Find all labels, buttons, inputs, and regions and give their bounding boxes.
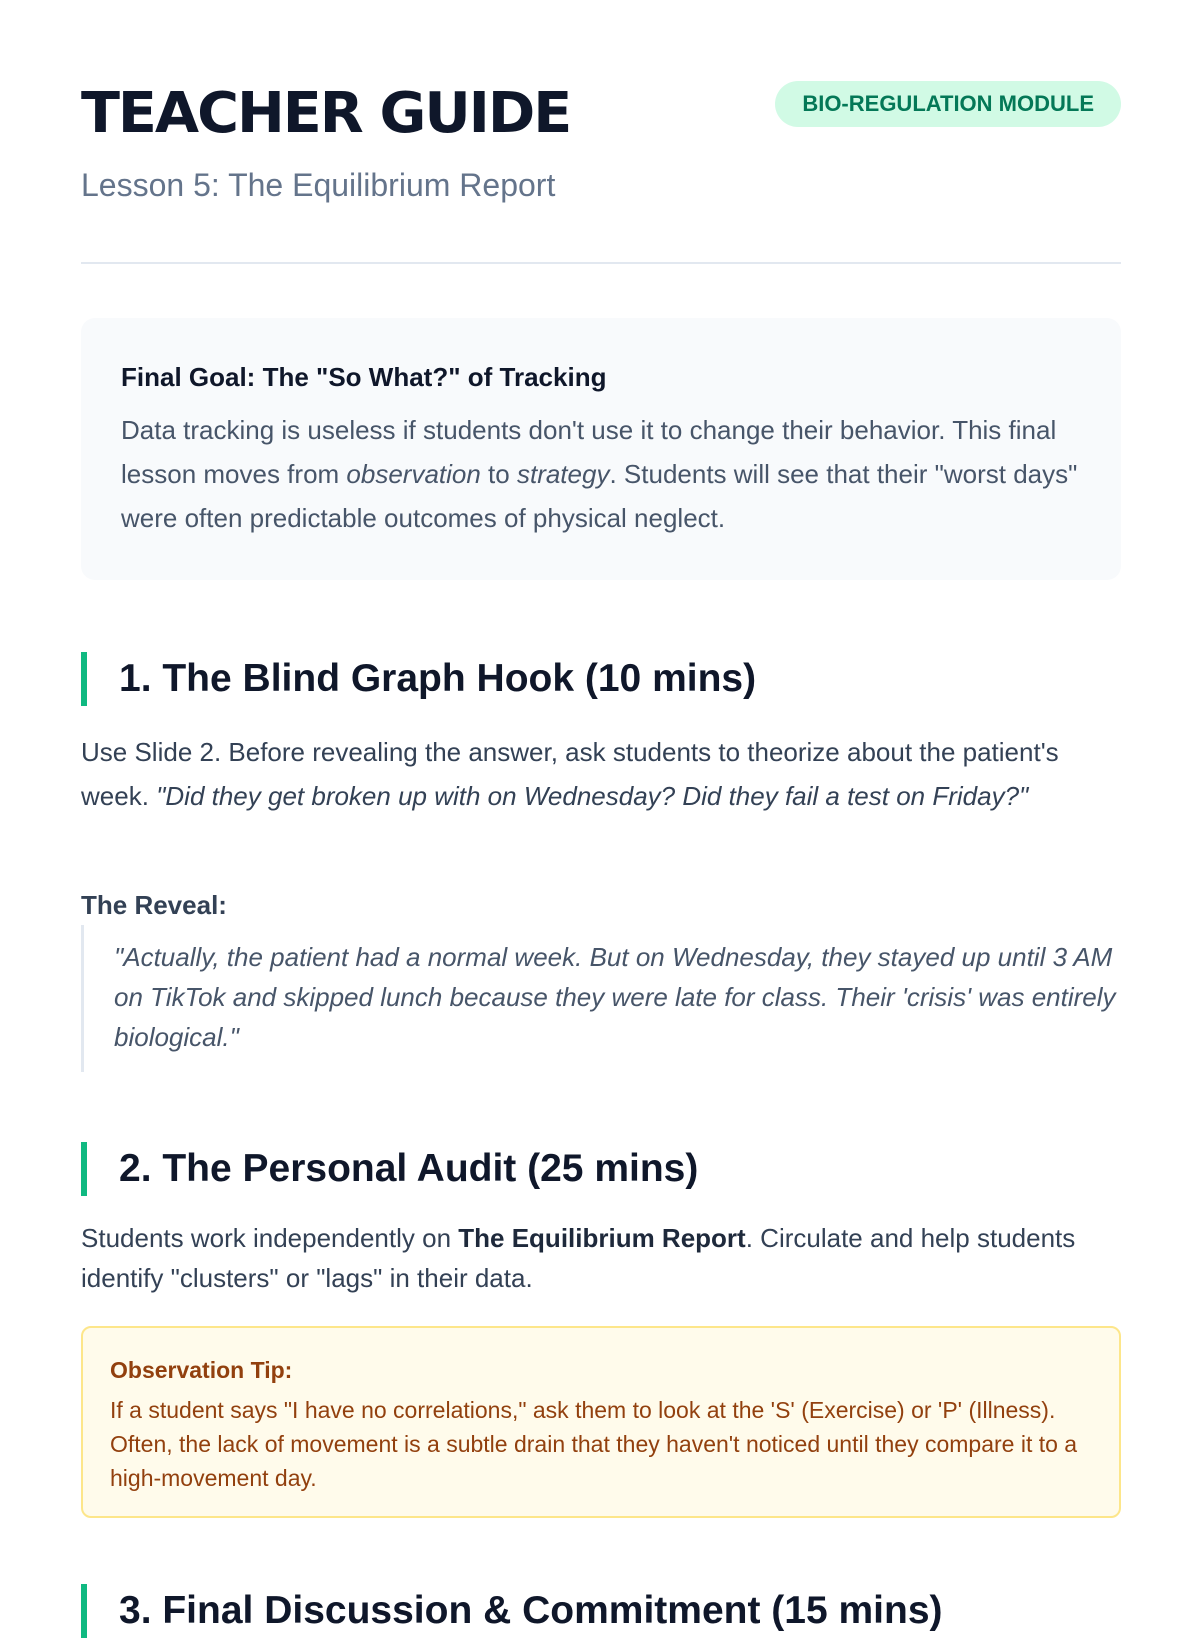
section-2-title: 2. The Personal Audit (25 mins) [119, 1147, 699, 1190]
guide-content [81, 0, 1121, 1632]
reveal-label: The Reveal: [81, 890, 227, 920]
page-title: TEACHER GUIDE [81, 81, 571, 146]
section-1-heading [81, 652, 756, 706]
module-badge: BIO-REGULATION MODULE [775, 81, 1121, 127]
final-goal-title: Final Goal: The "So What?" of Tracking [121, 362, 607, 392]
section-1-quote: "Did they get broken up with on Wednesday? Did they fail a test on Friday?" [156, 781, 1029, 811]
reveal-blockquote [81, 925, 1121, 1072]
section-3-title: 3. Final Discussion & Commitment (15 mins) [119, 1589, 943, 1632]
section-1-title: 1. The Blind Graph Hook (10 mins) [119, 657, 757, 700]
observation-tip-box [81, 1326, 1121, 1518]
section-1-body: Use Slide 2. Before revealing the answer, ask students to theorize about the patient's week. [81, 737, 1059, 811]
goal-text-mid: to [480, 459, 517, 489]
final-goal-text [121, 408, 1081, 540]
section-2-body-end: . Circulate and help students identify "clusters" or "lags" in their data. [81, 1223, 1076, 1293]
section-2-bold-title: The Equilibrium Report [458, 1223, 746, 1253]
goal-text-end: . Students will see that their "worst days" were often predictable outcomes of physical neglect. [121, 459, 1078, 533]
goal-emphasis-strategy: strategy [516, 459, 610, 489]
observation-tip-title: Observation Tip: [110, 1357, 293, 1383]
section-2-text [81, 1218, 1121, 1298]
lesson-subtitle: Lesson 5: The Equilibrium Report [81, 167, 556, 203]
final-goal-box [81, 318, 1121, 580]
section-3-heading [81, 1584, 943, 1638]
section-2-body-start: Students work independently on [81, 1223, 459, 1253]
section-1-text [81, 730, 1121, 818]
observation-tip-text: If a student says "I have no correlations," ask them to look at the 'S' (Exercise) or 'P' (Illness). Often, the lack of movement is a subtle drain that they haven't noticed until they compare it to a high-movement day. [110, 1397, 1078, 1491]
guide-header [81, 0, 1121, 264]
section-2-heading [81, 1142, 698, 1196]
goal-text-start: Data tracking is useless if students don't use it to change their behavior. This final lesson moves from [121, 415, 1057, 489]
goal-emphasis-observation: observation [346, 459, 481, 489]
reveal-quote-text: "Actually, the patient had a normal week. But on Wednesday, they stayed up until 3 AM on TikTok and skipped lunch because they were late for class. Their 'crisis' was entirely biological." [114, 942, 1116, 1052]
